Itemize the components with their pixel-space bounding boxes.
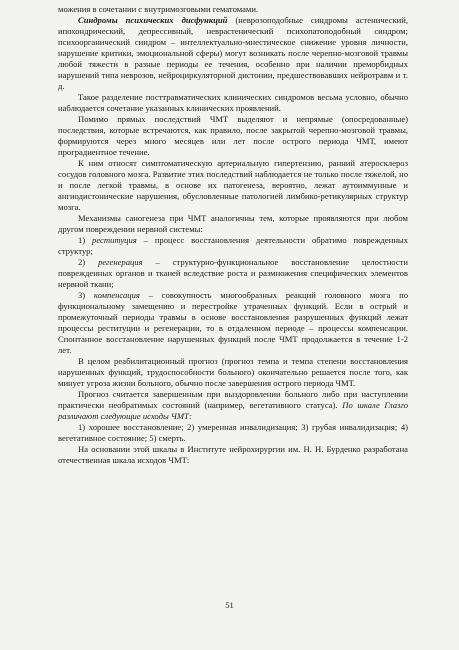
text-run: 1) [78,235,93,245]
term-italic: реституция [92,235,137,245]
paragraph-2 [58,92,408,114]
text-run: Такое разделение посттравматических клинических синдромов весьма условно, обычно наблюдается сочетание указанных клинических проявлений. [58,92,408,113]
paragraph-3 [58,114,408,158]
text-run: Помимо прямых последствий ЧМТ выделяют и непрямые (опосредованные) последствия, которые встречаются, как правило, после закрытой черепно-мозговой травмы, формируются через много месяцев или лет после острого периода ЧМТ, имеют проградиентное течение. [58,114,408,157]
paragraph-0 [58,4,408,15]
glasgow-scale-lead: По шкале Глазго различают следующие исходы ЧМТ: [58,400,408,421]
term-italic: компенсация [93,290,140,300]
text-run: (неврозоподобные синдромы астенический, ипохондрический, депрессивный, неврастенический психопатоподобный синдром; психоорганический синдром – интеллектуально-мнестическое снижение уровня личности, нарушение критики, эмоциональной сферы) могут возникать после черепно-мозговой травмы любой тяжести в разные периоды ее течения, особенно при наличии преморбидных нарушений типа неврозов, нейроциркуляторной дистонии, предшествовавших нейротравм и т. д. [58,15,409,91]
term-heading: Синдромы психических дисфункций [78,15,228,25]
list-item-regeneration [58,257,408,290]
list-item-compensation [58,290,408,356]
text-run: 1) хорошее восстановление; 2) умеренная инвалидизация; 3) грубая инвалидизация; 4) вегетативное состояние; 5) смерть. [58,422,408,443]
paragraph-4 [58,158,408,213]
paragraph-11 [58,422,408,444]
text-run: – совокупность многообразных реакций головного мозга по функциональному замещению и перестройке утраченных функций. Если в острый и промежуточный периоды травмы в основе восстановления разрушенных функций лежат процессы реституции и регенерации, то в отдаленном периоде – процессы компенсации. Спонтанное восстановление нарушенных функций после ЧМТ продолжается в течение 1-2 лет. [58,290,408,355]
paragraph-9 [58,356,408,389]
text-run: Прогноз считается завершенным при выздоровлении больного либо при наступлении практически необратимых состояний (например, вегетативного статуса). [58,389,408,410]
text-run: 2) [78,257,99,267]
term-italic: регенерация [98,257,143,267]
paragraph-5 [58,213,408,235]
paragraph-syndromes [58,15,408,92]
page-number: 51 [225,600,234,610]
text-run: На основании этой шкалы в Институте нейрохирургии им. Н. Н. Бурденко разработана отечественная шкала исходов ЧМТ: [58,444,408,465]
text-run: 3) [78,290,94,300]
paragraph-12 [58,444,408,466]
list-item-restitution [58,235,408,257]
text-run: можения в сочетании с внутримозговыми гематомами. [58,4,259,14]
body-text [58,4,408,466]
text-run: К ним относят симптоматическую артериальную гипертензию, ранний атеросклероз сосудов головного мозга. Развитие этих последствий наблюдается не только после тяжелой, но и после легкой травмы, в основе их патогенеза, вероятно, лежат аутоиммунные и ангиодистонические нарушения, обусловленные патологией лимбико-ретикулярных структур мозга. [58,158,408,212]
text-run: – структурно-функциональное восстановление целостности поврежденных органов и тканей вследствие роста и размножения специфических элементов нервной ткани; [58,257,408,289]
paragraph-10 [58,389,408,422]
text-run: – процесс восстановления деятельности обратимо поврежденных структур; [58,235,408,256]
text-run: В целом реабилитационный прогноз (прогноз темпа и темпа степени восстановления нарушенных функций, трудоспособности больного) окончательно решается после того, как минует угроза жизни больного, обычно после завершения острого периода ЧМТ. [58,356,408,388]
text-run: Механизмы саногенеза при ЧМТ аналогичны тем, которые проявляются при любом другом повреждении нервной системы: [58,213,408,234]
